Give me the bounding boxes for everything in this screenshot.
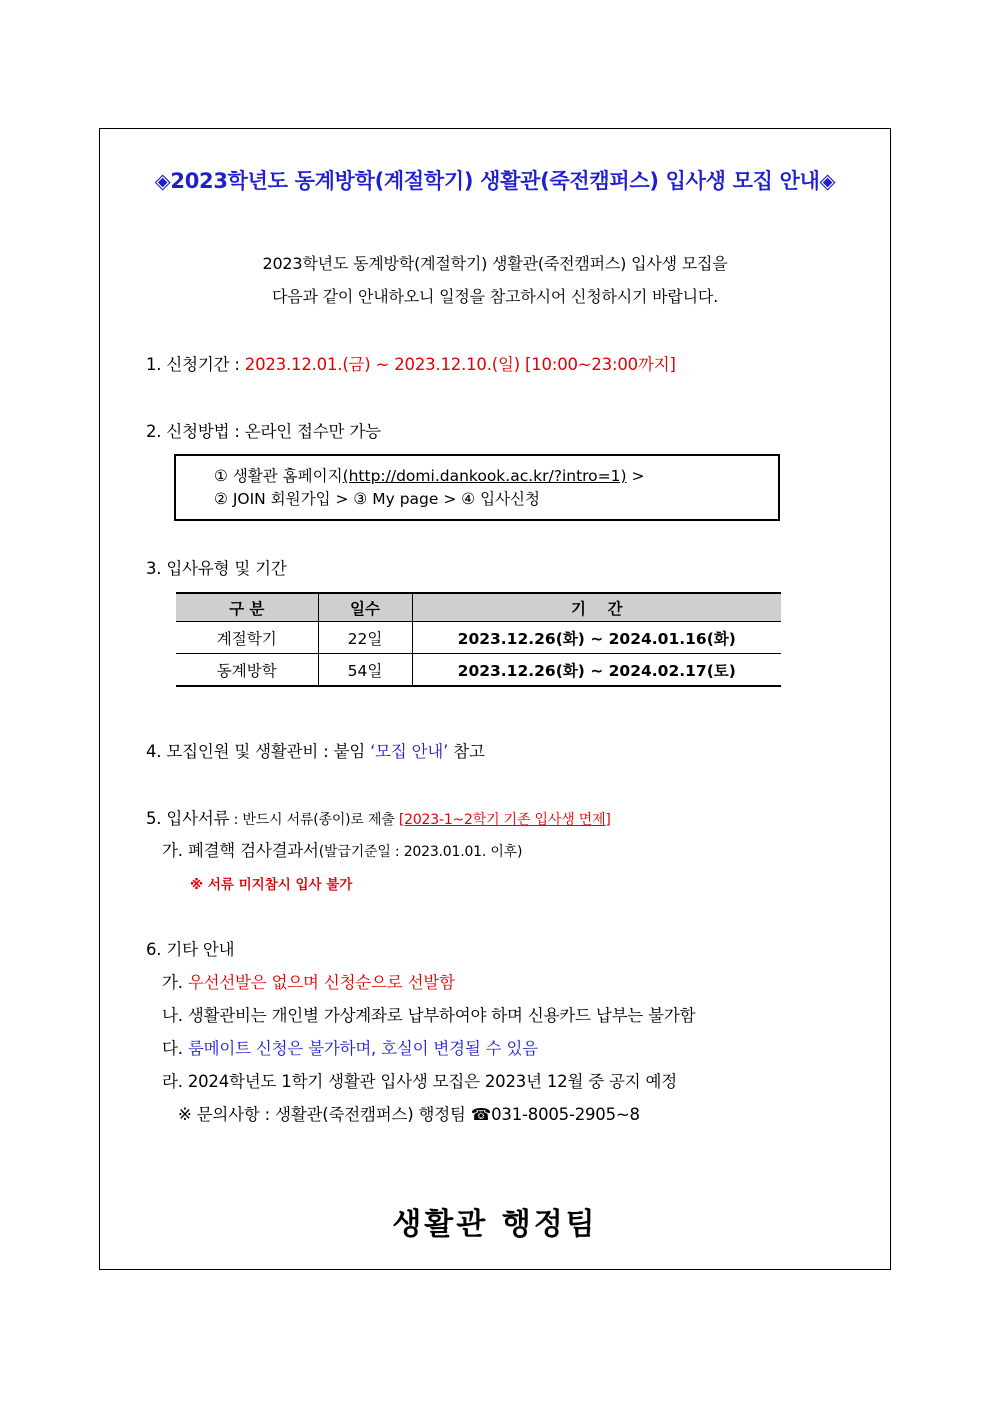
- steps-line-1: [214, 465, 778, 488]
- section-2-label: 2. 신청방법 : 온라인 접수만 가능: [146, 422, 381, 441]
- section-1-label: 1. 신청기간 :: [146, 355, 245, 374]
- row-period: 2023.12.26(화) ~ 2024.01.16(화): [412, 622, 781, 654]
- intro-line-2: 다음과 같이 안내하오니 일정을 참고하시어 신청하시기 바랍니다.: [271, 287, 719, 306]
- section-4-suffix: 참고: [448, 742, 485, 761]
- section-3-label: 3. 입사유형 및 기간: [146, 559, 287, 578]
- table-row: [176, 654, 781, 687]
- period-table: [176, 592, 781, 687]
- notice-frame: [99, 128, 891, 1270]
- intro-line-1: 2023학년도 동계방학(계절학기) 생활관(죽전캠퍼스) 입사생 모집을: [262, 254, 728, 273]
- tb-test-label: 가. 폐결핵 검사결과서: [162, 841, 319, 860]
- row-type: 계절학기: [176, 622, 318, 654]
- application-steps-box: [174, 454, 780, 521]
- item-c-text: 룸메이트 신청은 불가하며, 호실이 변경될 수 있음: [187, 1039, 538, 1058]
- section-6-item-c: [162, 1035, 538, 1059]
- table-header-row: [176, 593, 781, 622]
- section-4-label: 4. 모집인원 및 생활관비 : 붙임: [146, 742, 371, 761]
- item-a-text: 우선선발은 없으며 신청순으로 선발함: [187, 973, 455, 992]
- header-period: 기 간: [412, 593, 781, 622]
- section-4: [146, 738, 485, 762]
- row-type: 동계방학: [176, 654, 318, 687]
- steps-arrow: >: [626, 467, 645, 485]
- contact-info: ※ 문의사항 : 생활관(죽전캠퍼스) 행정팀 ☎031-8005-2905~8: [178, 1105, 640, 1124]
- row-days: 54일: [318, 654, 412, 687]
- section-5: [146, 805, 611, 829]
- row-period: 2023.12.26(화) ~ 2024.02.17(토): [412, 654, 781, 687]
- header-days: 일수: [318, 593, 412, 622]
- section-5-detail: : 반드시 서류(종이)로 제출: [229, 812, 399, 828]
- section-5-label: 5. 입사서류: [146, 809, 230, 828]
- homepage-link[interactable]: (http://domi.dankook.ac.kr/?intro=1): [342, 467, 627, 485]
- table-row: [176, 622, 781, 654]
- recruit-notice-ref: ‘모집 안내’: [370, 742, 449, 761]
- item-c-prefix: 다.: [162, 1039, 188, 1058]
- notice-title: ◈2023학년도 동계방학(계절학기) 생활관(죽전캠퍼스) 입사생 모집 안내◈: [154, 169, 836, 193]
- section-6-item-d: 라. 2024학년도 1학기 생활관 입사생 모집은 2023년 12월 중 공지 예정: [162, 1072, 678, 1091]
- section-5-item-a: [162, 837, 522, 861]
- section-1: [146, 351, 676, 375]
- tb-test-note: (발급기준일 : 2023.01.01. 이후): [318, 844, 523, 860]
- application-period: 2023.12.01.(금) ~ 2023.12.10.(일) [10:00~23:00까지]: [244, 355, 676, 374]
- steps-homepage-label: ① 생활관 홈페이지: [214, 467, 343, 485]
- row-days: 22일: [318, 622, 412, 654]
- exemption-note: [2023-1~2학기 기존 입사생 면제]: [398, 812, 611, 828]
- issuer-signature: 생활관 행정팀: [392, 1207, 598, 1242]
- section-6-label: 6. 기타 안내: [146, 940, 235, 959]
- section-6-item-a: [162, 969, 455, 993]
- document-warning: ※ 서류 미지참시 입사 불가: [190, 877, 353, 893]
- steps-line-2: ② JOIN 회원가입 > ③ My page > ④ 입사신청: [214, 490, 540, 508]
- header-type: 구 분: [176, 593, 318, 622]
- section-6-item-b: 나. 생활관비는 개인별 가상계좌로 납부하여야 하며 신용카드 납부는 불가함: [162, 1006, 696, 1025]
- item-a-prefix: 가.: [162, 973, 188, 992]
